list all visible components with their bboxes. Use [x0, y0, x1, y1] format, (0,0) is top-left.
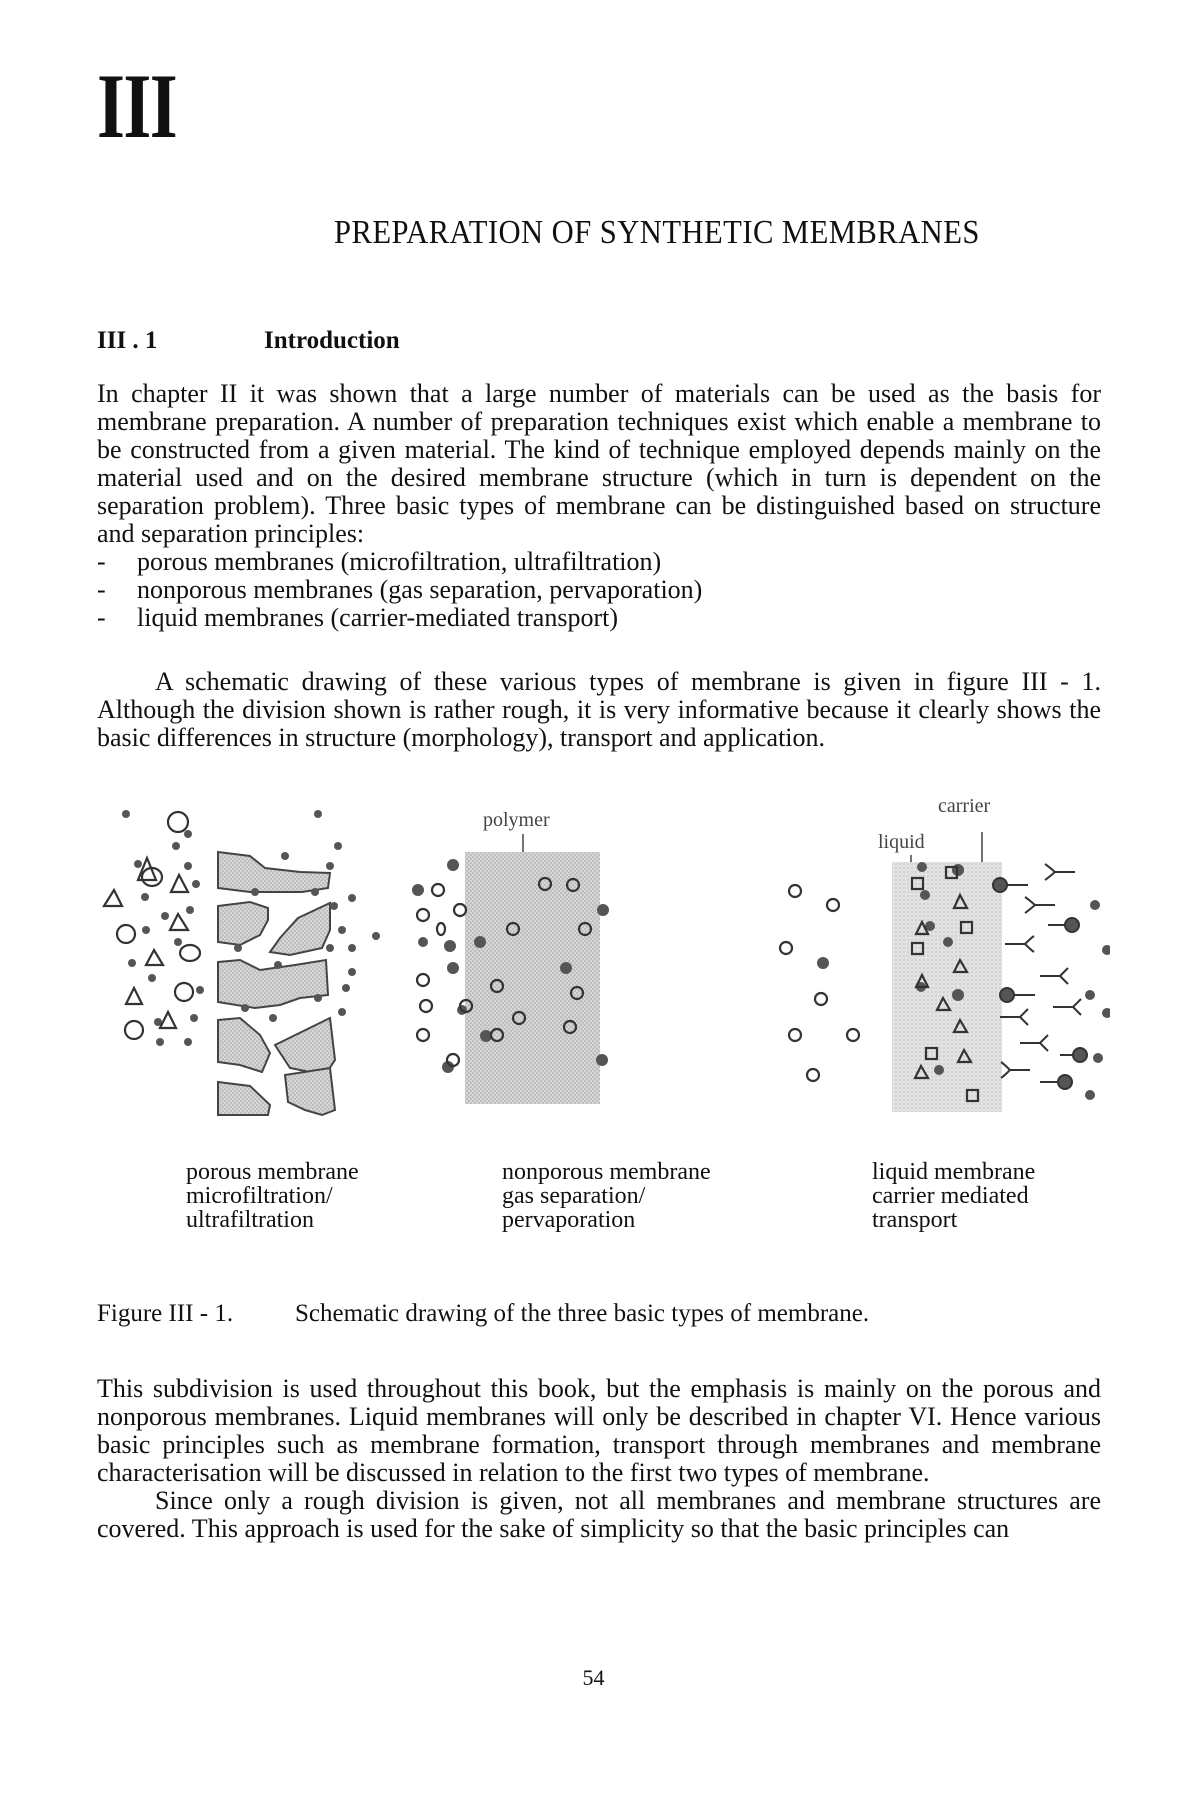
carrier-label: carrier [938, 795, 991, 817]
porous-membrane-panel [104, 810, 380, 1115]
caption-line: pervaporation [502, 1207, 636, 1233]
paragraph-2-block [97, 668, 1101, 752]
bullet-dash: - [97, 575, 106, 604]
caption-line: gas separation/ [502, 1183, 646, 1209]
bullet-dash: - [97, 547, 106, 576]
list-item-text: liquid membranes (carrier-mediated transport) [137, 603, 618, 632]
list-item [97, 576, 1101, 604]
list-item-text: nonporous membranes (gas separation, pervaporation) [137, 575, 703, 604]
list-item [97, 548, 1101, 576]
paragraph-2: A schematic drawing of these various types of membrane is given in figure III - 1. Although the division shown is rather rough, it is very informative because it clearly shows the basic differences in structure (morphology), transport and application. [97, 667, 1101, 752]
figure-caption [97, 1300, 869, 1328]
caption-line: microfiltration/ [186, 1183, 333, 1209]
caption-line: transport [872, 1207, 958, 1233]
list-item-text: porous membranes (microfiltration, ultrafiltration) [137, 547, 662, 576]
panel-caption-nonporous [502, 1160, 711, 1232]
paragraph-1: In chapter II it was shown that a large number of materials can be used as the basis for membrane preparation. A number of preparation techniques exist which enable a membrane to be constructed from a given material. The kind of technique employed depends mainly on the material used and on the desired membrane structure (which in turn is dependent on the separation problem). Three basic types of membrane can be distinguished based on structure and separation principles: [97, 379, 1101, 548]
caption-line: liquid membrane [872, 1159, 1036, 1185]
figure-caption-text: Schematic drawing of the three basic types of membrane. [295, 1300, 870, 1327]
panel-caption-liquid [872, 1160, 1035, 1232]
bullet-dash: - [97, 603, 106, 632]
intro-paragraph-block [97, 380, 1101, 632]
paragraph-3: This subdivision is used throughout this book, but the emphasis is mainly on the porous and nonporous membranes. Liquid membranes will only be described in chapter VI. Hence various basic principles such as membrane formation, transport through membranes and membrane characterisation will be discussed in relation to the first two types of membrane. [97, 1374, 1101, 1487]
nonporous-membrane-panel [412, 809, 859, 1104]
caption-line: ultrafiltration [186, 1207, 314, 1233]
panel-caption-porous [186, 1160, 359, 1232]
caption-line: nonporous membrane [502, 1159, 711, 1185]
caption-line: carrier mediated [872, 1183, 1029, 1209]
list-item [97, 604, 1101, 632]
liquid-label: liquid [878, 831, 925, 853]
paragraph-4: Since only a rough division is given, not all membranes and membrane structures are covered. This approach is used for the sake of simplicity so that the basic principles can [97, 1486, 1101, 1543]
membrane-types-list [97, 548, 1101, 632]
membrane-schematic-figure [90, 770, 1110, 1130]
section-number: III . 1 [97, 327, 158, 354]
closing-paragraph-block [97, 1375, 1101, 1543]
figure-caption-label: Figure III - 1. [97, 1300, 234, 1327]
page-number: 54 [582, 1665, 605, 1690]
chapter-title: PREPARATION OF SYNTHETIC MEMBRANES [334, 214, 980, 251]
section-title: Introduction [264, 327, 400, 354]
chapter-number: III [97, 55, 177, 157]
liquid-membrane-panel [878, 795, 1110, 1112]
caption-line: porous membrane [186, 1159, 359, 1185]
polymer-label: polymer [483, 809, 550, 831]
